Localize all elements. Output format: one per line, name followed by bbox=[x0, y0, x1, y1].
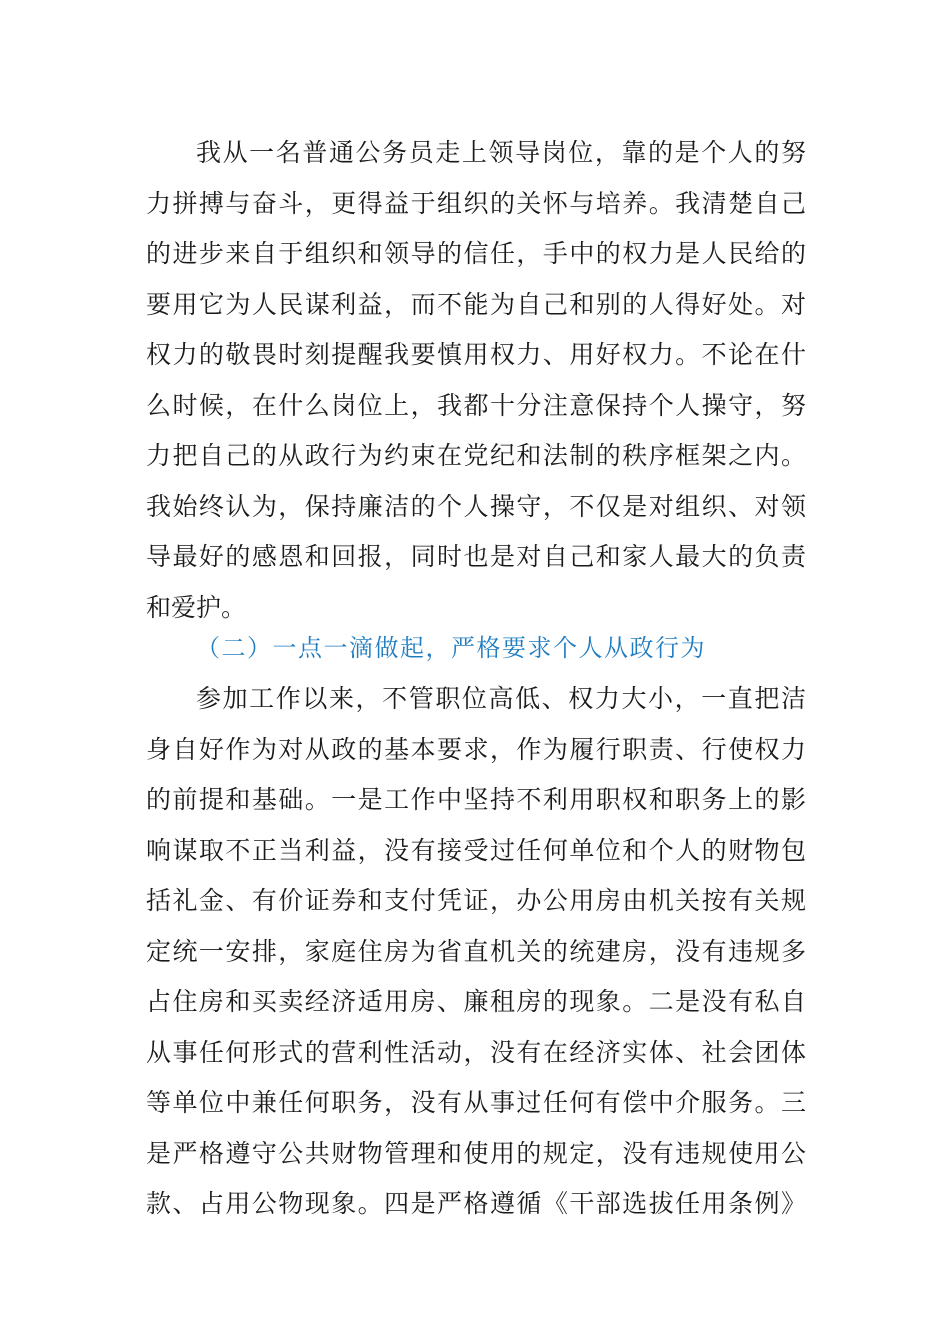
section-heading: （二）一点一滴做起，严格要求个人从政行为 bbox=[196, 634, 706, 662]
paragraph-line: 我从一名普通公务员走上领导岗位，靠的是个人的努 bbox=[196, 138, 806, 167]
paragraph-line: 括礼金、有价证券和支付凭证，办公用房由机关按有关规 bbox=[146, 886, 806, 915]
paragraph-line: 参加工作以来，不管职位高低、权力大小，一直把洁 bbox=[196, 684, 806, 713]
paragraph-line: 导最好的感恩和回报，同时也是对自己和家人最大的负责 bbox=[146, 542, 806, 571]
paragraph-line: 从事任何形式的营利性活动，没有在经济实体、社会团体 bbox=[146, 1037, 806, 1067]
paragraph-2 bbox=[146, 674, 806, 1230]
paragraph-1 bbox=[146, 128, 806, 633]
paragraph-line: 我始终认为，保持廉洁的个人操守，不仅是对组织、对领 bbox=[146, 491, 806, 521]
paragraph-line: 么时候，在什么岗位上，我都十分注意保持个人操守，努 bbox=[146, 390, 806, 420]
paragraph-line: 要用它为人民谋利益，而不能为自己和别的人得好处。对 bbox=[146, 289, 806, 319]
paragraph-line: 定统一安排，家庭住房为省直机关的统建房，没有违规多 bbox=[146, 936, 806, 966]
paragraph-line: 权力的敬畏时刻提醒我要慎用权力、用好权力。不论在什 bbox=[146, 340, 806, 369]
paragraph-line: 占住房和买卖经济适用房、廉租房的现象。二是没有私自 bbox=[146, 987, 806, 1016]
paragraph-line: 响谋取不正当利益，没有接受过任何单位和个人的财物包 bbox=[146, 835, 806, 865]
paragraph-line: 款、占用公物现象。四是严格遵循《干部选拔任用条例》 bbox=[146, 1189, 806, 1218]
paragraph-line: 力拼搏与奋斗，更得益于组织的关怀与培养。我清楚自己 bbox=[146, 188, 806, 218]
paragraph-line: 的进步来自于组织和领导的信任，手中的权力是人民给的 bbox=[146, 239, 806, 268]
paragraph-line: 的前提和基础。一是工作中坚持不利用职权和职务上的影 bbox=[146, 785, 806, 814]
paragraph-line: 身自好作为对从政的基本要求，作为履行职责、行使权力 bbox=[146, 734, 806, 764]
paragraph-line: 等单位中兼任何职务，没有从事过任何有偿中介服务。三 bbox=[146, 1088, 806, 1117]
paragraph-line: 力把自己的从政行为约束在党纪和法制的秩序框架之内。 bbox=[146, 441, 806, 470]
paragraph-line: 和爱护。 bbox=[146, 592, 247, 622]
paragraph-line: 是严格遵守公共财物管理和使用的规定，没有违规使用公 bbox=[146, 1138, 806, 1168]
